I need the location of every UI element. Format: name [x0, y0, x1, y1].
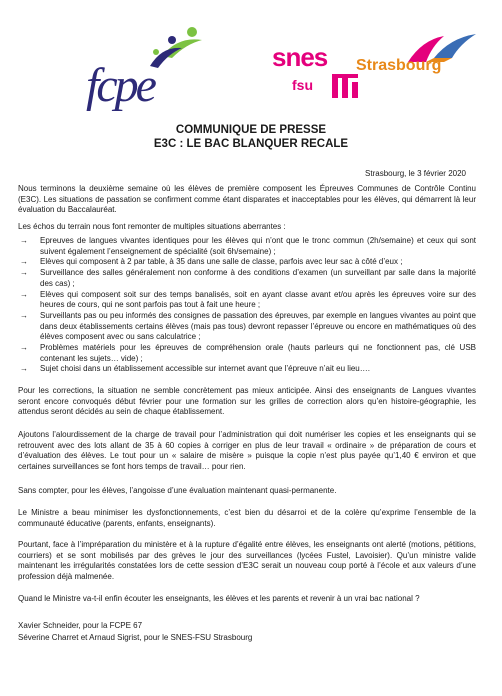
mobilisation-paragraph: Pourtant, face à l’impréparation du ministère et à la rupture d’égalité entre élèves, les enseignants ont alerté (motions, pétitions, courriers) et se sont mobilisés par des grèves le jour des surveillances (lycées Fustel, Lavoisier). Qu’un ministre valide maintenant les irrégularités constatées lors de cette session d’E3C serait un nouveau coup porté à l’école et aux valeurs d’une profession déjà malmenée.: [18, 540, 476, 582]
arrow-icon: →: [20, 343, 28, 353]
list-intro: Les échos du terrain nous font remonter de multiples situations aberrantes :: [18, 222, 286, 231]
arrow-icon: →: [20, 364, 28, 374]
list-item: → Sujet choisi dans un établissement accessible sur internet avant que l’épreuve n’ait eu lieu….: [20, 364, 370, 374]
arrow-icon: →: [20, 257, 28, 267]
arrow-icon: →: [20, 289, 28, 299]
arrow-icon: →: [20, 236, 28, 245]
question-paragraph: Quand le Ministre va-t-il enfin écouter les enseignants, les élèves et les parents et revenir à un vrai bac national ?: [18, 594, 420, 603]
columns-icon: [330, 72, 360, 100]
list-item: → Surveillance des salles généralement non conforme à des conditions d’examen (un surveillant par salle dans la majorité des cas) ;: [20, 268, 476, 288]
corrections-paragraph: Pour les corrections, la situation ne semble concrètement pas mieux anticipée. Ainsi des enseignants de Langues vivantes seront encore convoqués début février pour une formation sur les grilles de correction alors qu’en histoire-géographie, les attendus seront décidés au sein de chaque établissement.: [18, 386, 476, 417]
press-release-heading: COMMUNIQUE DE PRESSE: [175, 124, 327, 136]
list-item: → Surveillants pas ou peu informés des consignes de passation des épreuves, par exemple en langues vivantes au point que dans deux établissements certains élèves (mais pas tous) devront repasser l’épreuve ou encore en mathématiques où des élèves composent avec ou sans calculatrice ;: [20, 310, 476, 342]
signature-snes: Séverine Charret et Arnaud Sigrist, pour le SNES-FSU Strasbourg: [18, 633, 253, 642]
minister-paragraph: Le Ministre a beau minimiser les dysfonctionnements, c’est bien du désarroi et de la colère qu’exprime l’ensemble de la communauté éducative (parents, enfants, enseignants).: [18, 508, 476, 528]
fcpe-wordmark: fcpe: [86, 59, 154, 112]
signature-fcpe: Xavier Schneider, pour la FCPE 67: [18, 621, 143, 630]
fcpe-logo: [80, 26, 210, 110]
snes-city-label: Strasbourg: [356, 57, 442, 74]
issues-list: [18, 236, 476, 375]
list-item: → Elèves qui composent soit sur des temps banalisés, soit en ayant classe avant et/ou après les épreuves voire sur des heures de cours, qui ne sont parfois pas tout à fait une heure ;: [20, 289, 476, 310]
intro-paragraph: Nous terminons la deuxième semaine où les élèves de première composent les Épreuves Communes de Contrôle Continu (E3C). Les situations de passation se confirment comme étant disparates et inacceptables pour les élèves, qui démarrent là leur évaluation du Baccalauréat.: [18, 184, 476, 215]
list-item: → Elèves qui composent à 2 par table, à 35 dans une salle de classe, parfois avec leur sac à côté d’eux ;: [20, 257, 403, 267]
arrow-icon: →: [20, 310, 28, 320]
release-date: Strasbourg, le 3 février 2020: [365, 169, 466, 178]
snes-fsu-logo: [270, 32, 478, 112]
snes-wordmark: snes: [272, 42, 328, 72]
fsu-label: fsu: [292, 77, 313, 93]
list-item: → Epreuves de langues vivantes identiques pour les élèves qui n’ont que le tronc commun (2h/semaine) et ceux qui sont suivent également l’enseignement de spécialité (soit 6h/semaine) ;: [20, 236, 476, 256]
list-item: → Problèmes matériels pour les épreuves de compréhension orale (hauts parleurs qui ne fonctionnent pas, clé USB contenant les sujets… vide) ;: [20, 343, 476, 363]
workload-paragraph: Ajoutons l’alourdissement de la charge de travail pour l’administration qui doit numériser les copies et les enseignants qui se retrouvent avec des lots allant de 35 à 60 copies à corriger en plus de leur travail « ordinaire » de préparation de cours et d’évaluation des élèves. Le tout pour un « salaire de misère » puisque la copie n’est plus payée qu’1,40 € environ et que certaines surveillances se font hors temps de travail… pour rien.: [18, 430, 476, 472]
arrow-icon: →: [20, 268, 28, 278]
press-release-subtitle: E3C : LE BAC BLANQUER RECALE: [153, 138, 349, 150]
anxiety-paragraph: Sans compter, pour les élèves, l’angoisse d’une évaluation maintenant quasi-permanente.: [18, 486, 337, 495]
